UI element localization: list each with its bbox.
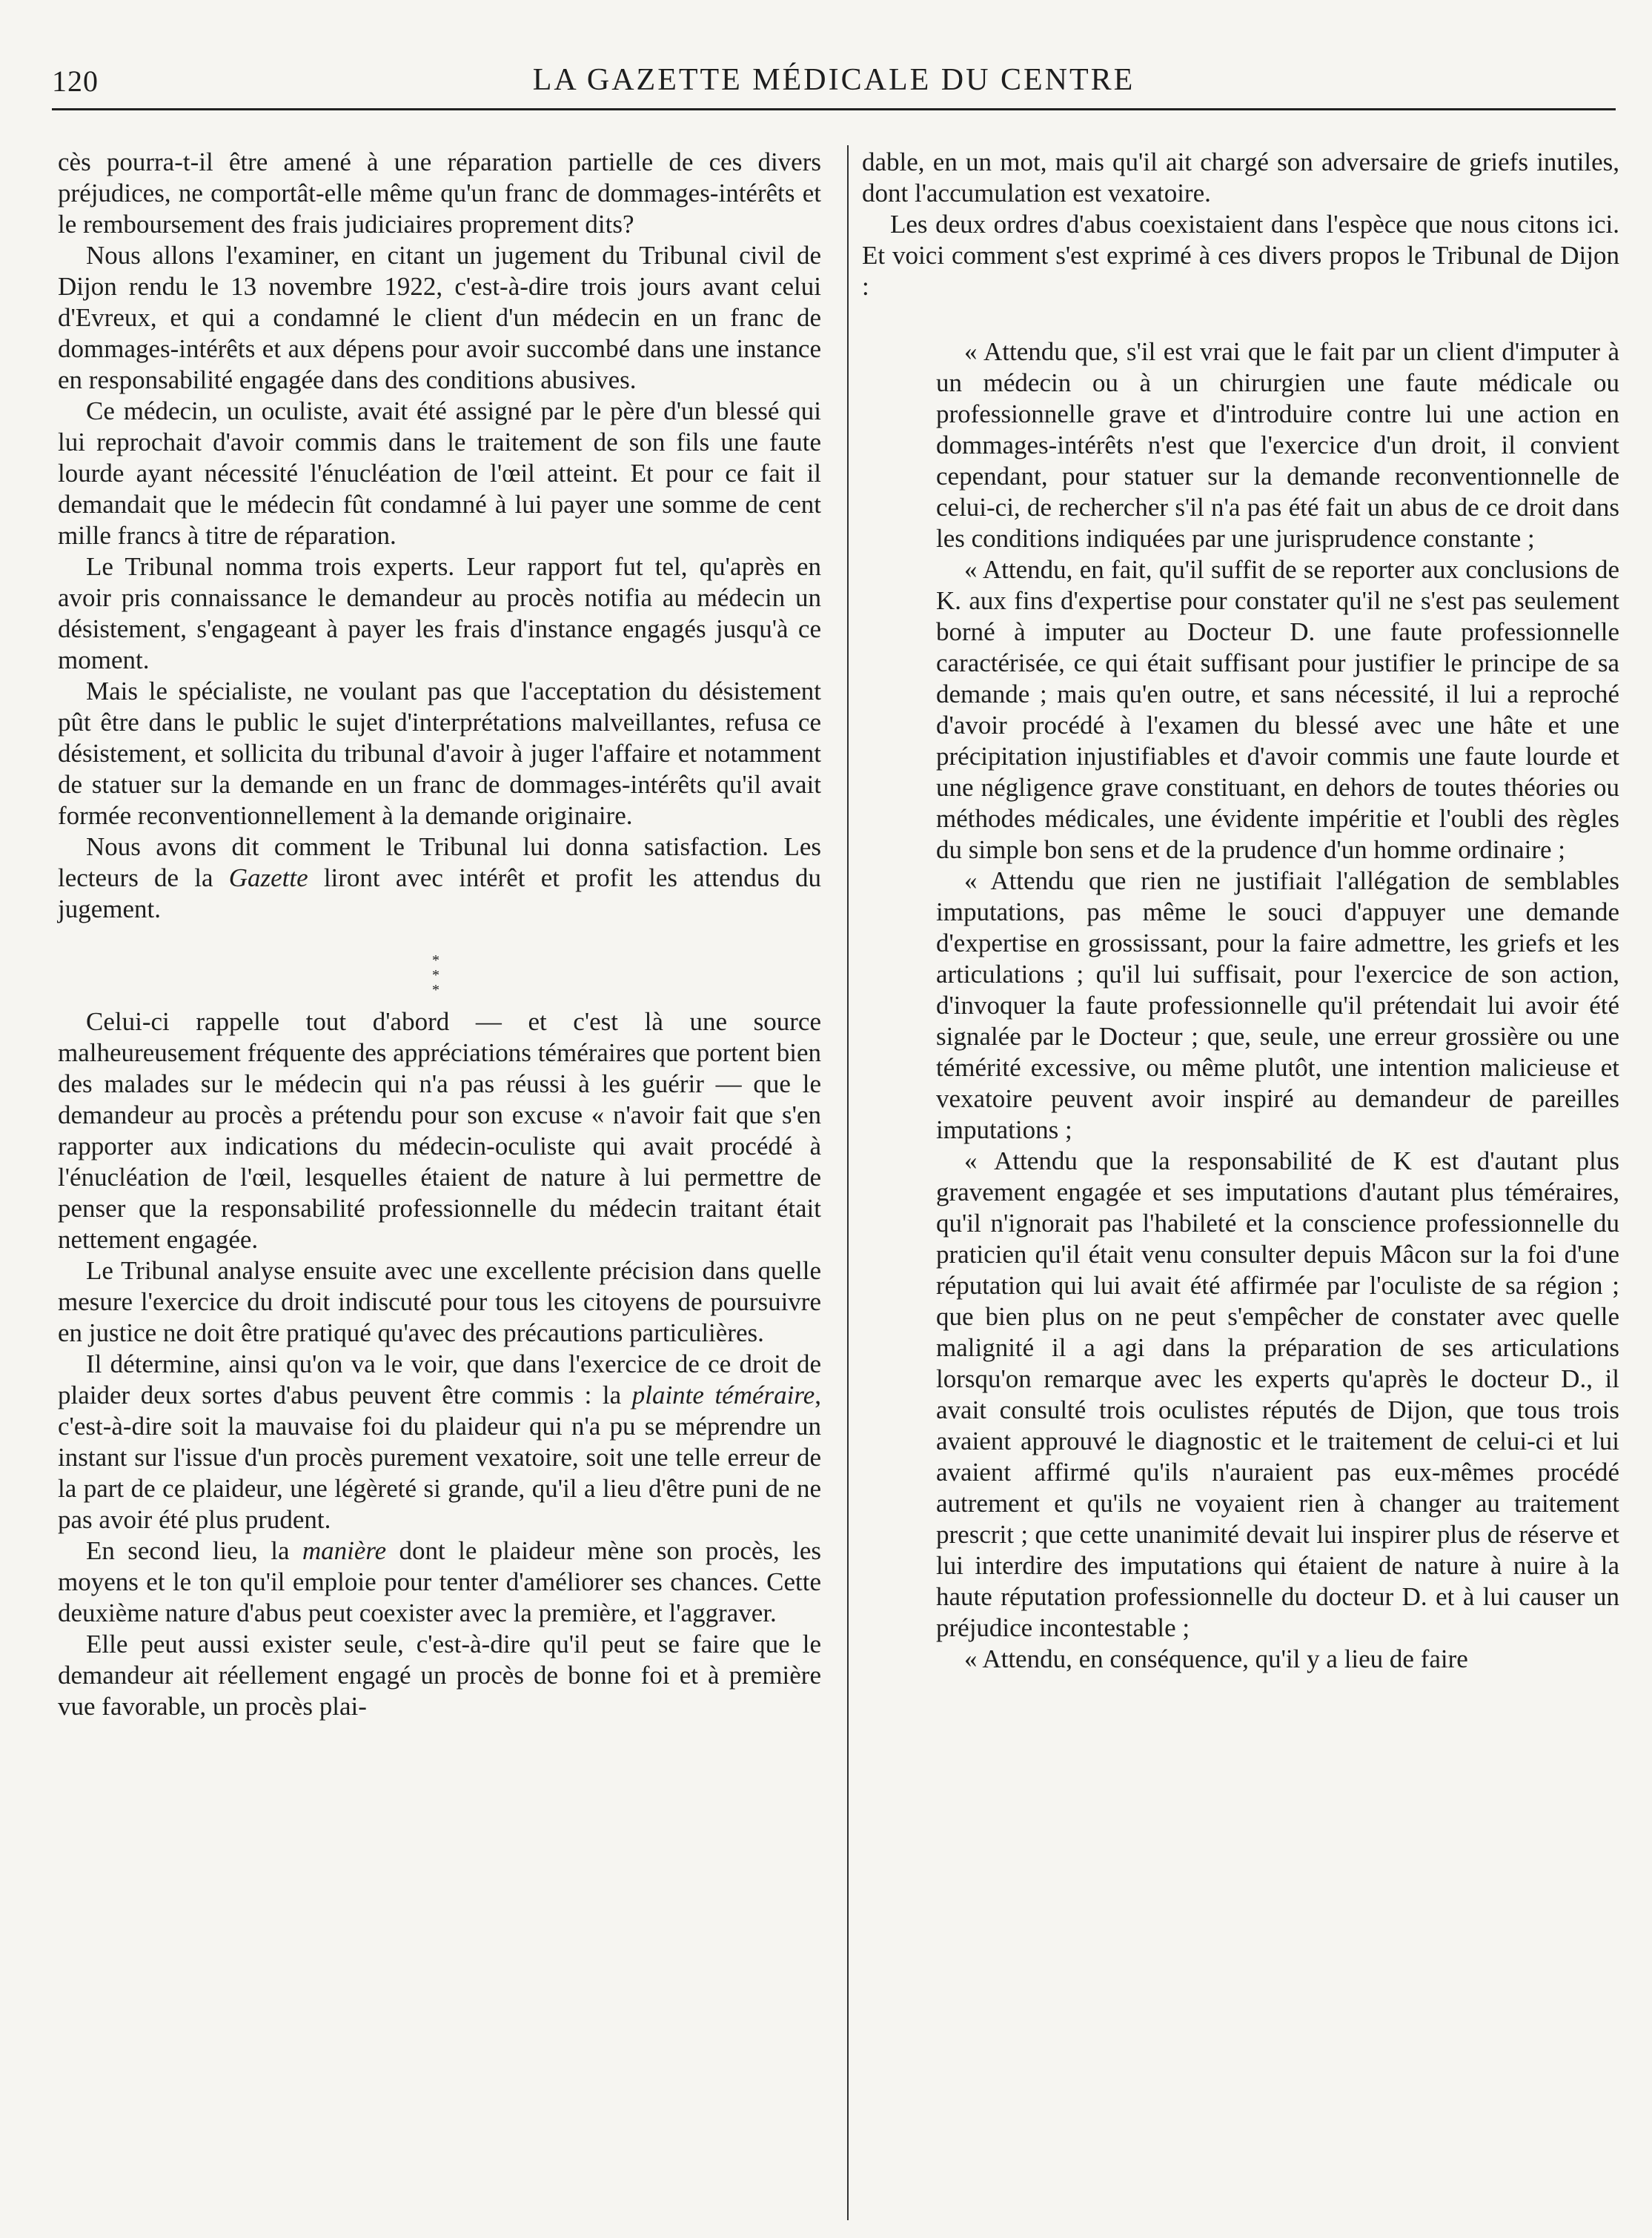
asterism-top: * <box>432 952 447 969</box>
column-rule <box>847 145 849 2220</box>
quoted-attendu: « Attendu, en fait, qu'il suffit de se reporter aux conclusions de K. aux fins d'expertise pour constater qu'il ne s'est pas seulement borné à imputer au Docteur D. une faute professionnelle caractérisée, ce qui était suffisant pour justifier le principe de sa demande ; mais qu'en outre, et sans nécessité, il lui a reproché d'avoir procédé à l'examen du blessé avec une hâte et une précipitation injustifiables et d'avoir commis une faute lourde et une négligence grave constituant, en dehors de toutes théories ou méthodes médicales, une évidente impéritie et l'oubli des règles du simple bon sens et de la prudence d'un homme ordinaire ; <box>936 555 1619 864</box>
quoted-attendu: « Attendu que, s'il est vrai que le fait par un client d'imputer à un médecin ou à un chirurgien une faute médicale ou professionnelle grave et d'introduire contre lui une action en dommages-intérêts n'est que l'exercice d'un droit, il convient cependant, pour statuer sur la demande reconventionnelle de celui-ci, de rechercher s'il n'a pas été fait un abus de ce droit dans les conditions indiquées par une jurisprudence constante ; <box>936 337 1619 553</box>
italic-text: Gazette <box>228 863 308 892</box>
paragraph: Mais le spécialiste, ne voulant pas que l'acceptation du désistement pût être dans le public le sujet d'interprétations malveillantes, refusa ce désistement, et sollicita du tribunal d'avoir à juger l'affaire et notamment de statuer sur la demande en un franc de dommages-intérêts qu'il avait formée reconventionnellement à la demande originaire. <box>58 677 821 830</box>
left-column <box>58 147 821 1722</box>
section-asterism <box>58 925 821 1006</box>
asterism-bottom: * * <box>432 967 447 998</box>
paragraph: Il détermine, ainsi qu'on va le voir, que dans l'exercice de ce droit de plaider deux sortes d'abus peuvent être commis : la plainte téméraire, c'est-à-dire soit la mauvaise foi du plaideur qui n'a pu se méprendre un instant sur l'issue d'un procès purement vexatoire, soit une telle erreur de la part de ce plaideur, une légèreté si grande, qu'il a lieu d'être puni de ne pas avoir été plus prudent. <box>58 1349 821 1534</box>
header-rule <box>52 108 1616 110</box>
quoted-attendu: « Attendu que rien ne justifiait l'allégation de semblables imputations, pas même le souci d'appuyer une demande d'expertise en grossissant, pour la faire admettre, les griefs et les articulations ; qu'il lui suffisait, pour l'exercice de son action, d'invoquer la faute professionnelle qu'il prétendait lui avoir été signalée par le Docteur ; que, seule, une erreur grossière ou une témérité excessive, ou même plutôt, une intention malicieuse et vexatoire peuvent avoir inspiré au demandeur de pareilles imputations ; <box>936 866 1619 1144</box>
italic-text: plainte téméraire <box>631 1381 815 1409</box>
paragraph: Les deux ordres d'abus coexistaient dans l'espèce que nous citons ici. Et voici comment s'est exprimé à ces divers propos le Tribunal de Dijon : <box>862 210 1619 301</box>
running-head <box>52 59 1616 104</box>
paragraph: cès pourra-t-il être amené à une réparation partielle de ces divers préjudices, ne comportât-elle même qu'un franc de dommages-intérêts et le remboursement des frais judiciaires proprement dits? <box>58 147 821 239</box>
paragraph: Ce médecin, un oculiste, avait été assigné par le père d'un blessé qui lui reprochait d'avoir commis dans le traitement de son fils une faute lourde ayant nécessité l'énucléation de l'œil atteint. Et pour ce fait il demandait que le médecin fût condamné à lui payer une somme de cent mille francs à titre de réparation. <box>58 396 821 550</box>
quoted-attendu: « Attendu que la responsabilité de K est d'autant plus gravement engagée et ses imputations d'autant plus téméraires, qu'il n'ignorait pas l'habileté et la conscience professionnelle du praticien qu'il était venu consulter depuis Mâcon sur la foi d'une réputation qui lui avait été affirmée par l'oculiste de sa région ; que bien plus on ne peut s'empêcher de constater avec quelle malignité il a agi dans la préparation de ses articulations lorsqu'on remarque avec les experts qu'après le docteur D., il avait consulté trois oculistes réputés de Dijon, que tous trois avaient approuvé le diagnostic et le traitement de celui-ci et lui avaient affirmé qu'ils n'auraient pas eux-mêmes procédé autrement et qu'ils ne voyaient rien à changer au traitement prescrit ; que cette unanimité devait lui inspirer plus de réserve et lui interdire des imputations qui étaient de nature à nuire à la haute réputation professionnelle du docteur D. et à lui causer un préjudice incontestable ; <box>936 1146 1619 1642</box>
paragraph: Celui-ci rappelle tout d'abord — et c'est là une source malheureusement fréquente des appréciations téméraires que portent bien des malades sur le médecin qui n'a pas réussi à les guérir — que le demandeur au procès a prétendu pour son excuse « n'avoir fait que s'en rapporter aux indications du médecin-oculiste qui avait procédé à l'énucléation de l'œil, lesquelles étaient de nature à lui permettre de penser que la responsabilité professionnelle du médecin traitant était nettement engagée. <box>58 1007 821 1254</box>
paragraph: En second lieu, la manière dont le plaideur mène son procès, les moyens et le ton qu'il emploie pour tenter d'améliorer ses chances. Cette deuxième nature d'abus peut coexister avec la première, et l'aggraver. <box>58 1536 821 1627</box>
paragraph: Elle peut aussi exister seule, c'est-à-dire qu'il peut se faire que le demandeur ait réellement engagé un procès de bonne foi et à première vue favorable, un procès plai- <box>58 1630 821 1721</box>
page-number: 120 <box>52 64 99 98</box>
paragraph: Nous avons dit comment le Tribunal lui donna satisfaction. Les lecteurs de la Gazette liront avec intérêt et profit les attendus du jugement. <box>58 832 822 923</box>
quoted-attendu: « Attendu, en conséquence, qu'il y a lieu de faire <box>964 1644 1468 1673</box>
paragraph: Nous allons l'examiner, en citant un jugement du Tribunal civil de Dijon rendu le 13 novembre 1922, c'est-à-dire trois jours avant celui d'Evreux, et qui a condamné le client d'un médecin en un franc de dommages-intérêts et aux dépens pour avoir succombé dans une instance en responsabilité engagée dans des conditions abusives. <box>58 241 821 394</box>
italic-text: manière <box>302 1536 387 1565</box>
paragraph: dable, en un mot, mais qu'il ait chargé son adversaire de griefs inutiles, dont l'accumulation est vexatoire. <box>862 147 1619 207</box>
paragraph: Le Tribunal nomma trois experts. Leur rapport fut tel, qu'après en avoir pris connaissance le demandeur au procès notifia au médecin un désistement, s'engageant à payer les frais d'instance engagés jusqu'à ce moment. <box>58 552 821 674</box>
journal-title: LA GAZETTE MÉDICALE DU CENTRE <box>532 63 1135 97</box>
paragraph: Le Tribunal analyse ensuite avec une excellente précision dans quelle mesure l'exercice du droit indiscuté pour tous les citoyens de poursuivre en justice ne doit être pratiqué qu'avec des précautions particulières. <box>58 1256 821 1347</box>
right-column <box>862 147 1619 1675</box>
